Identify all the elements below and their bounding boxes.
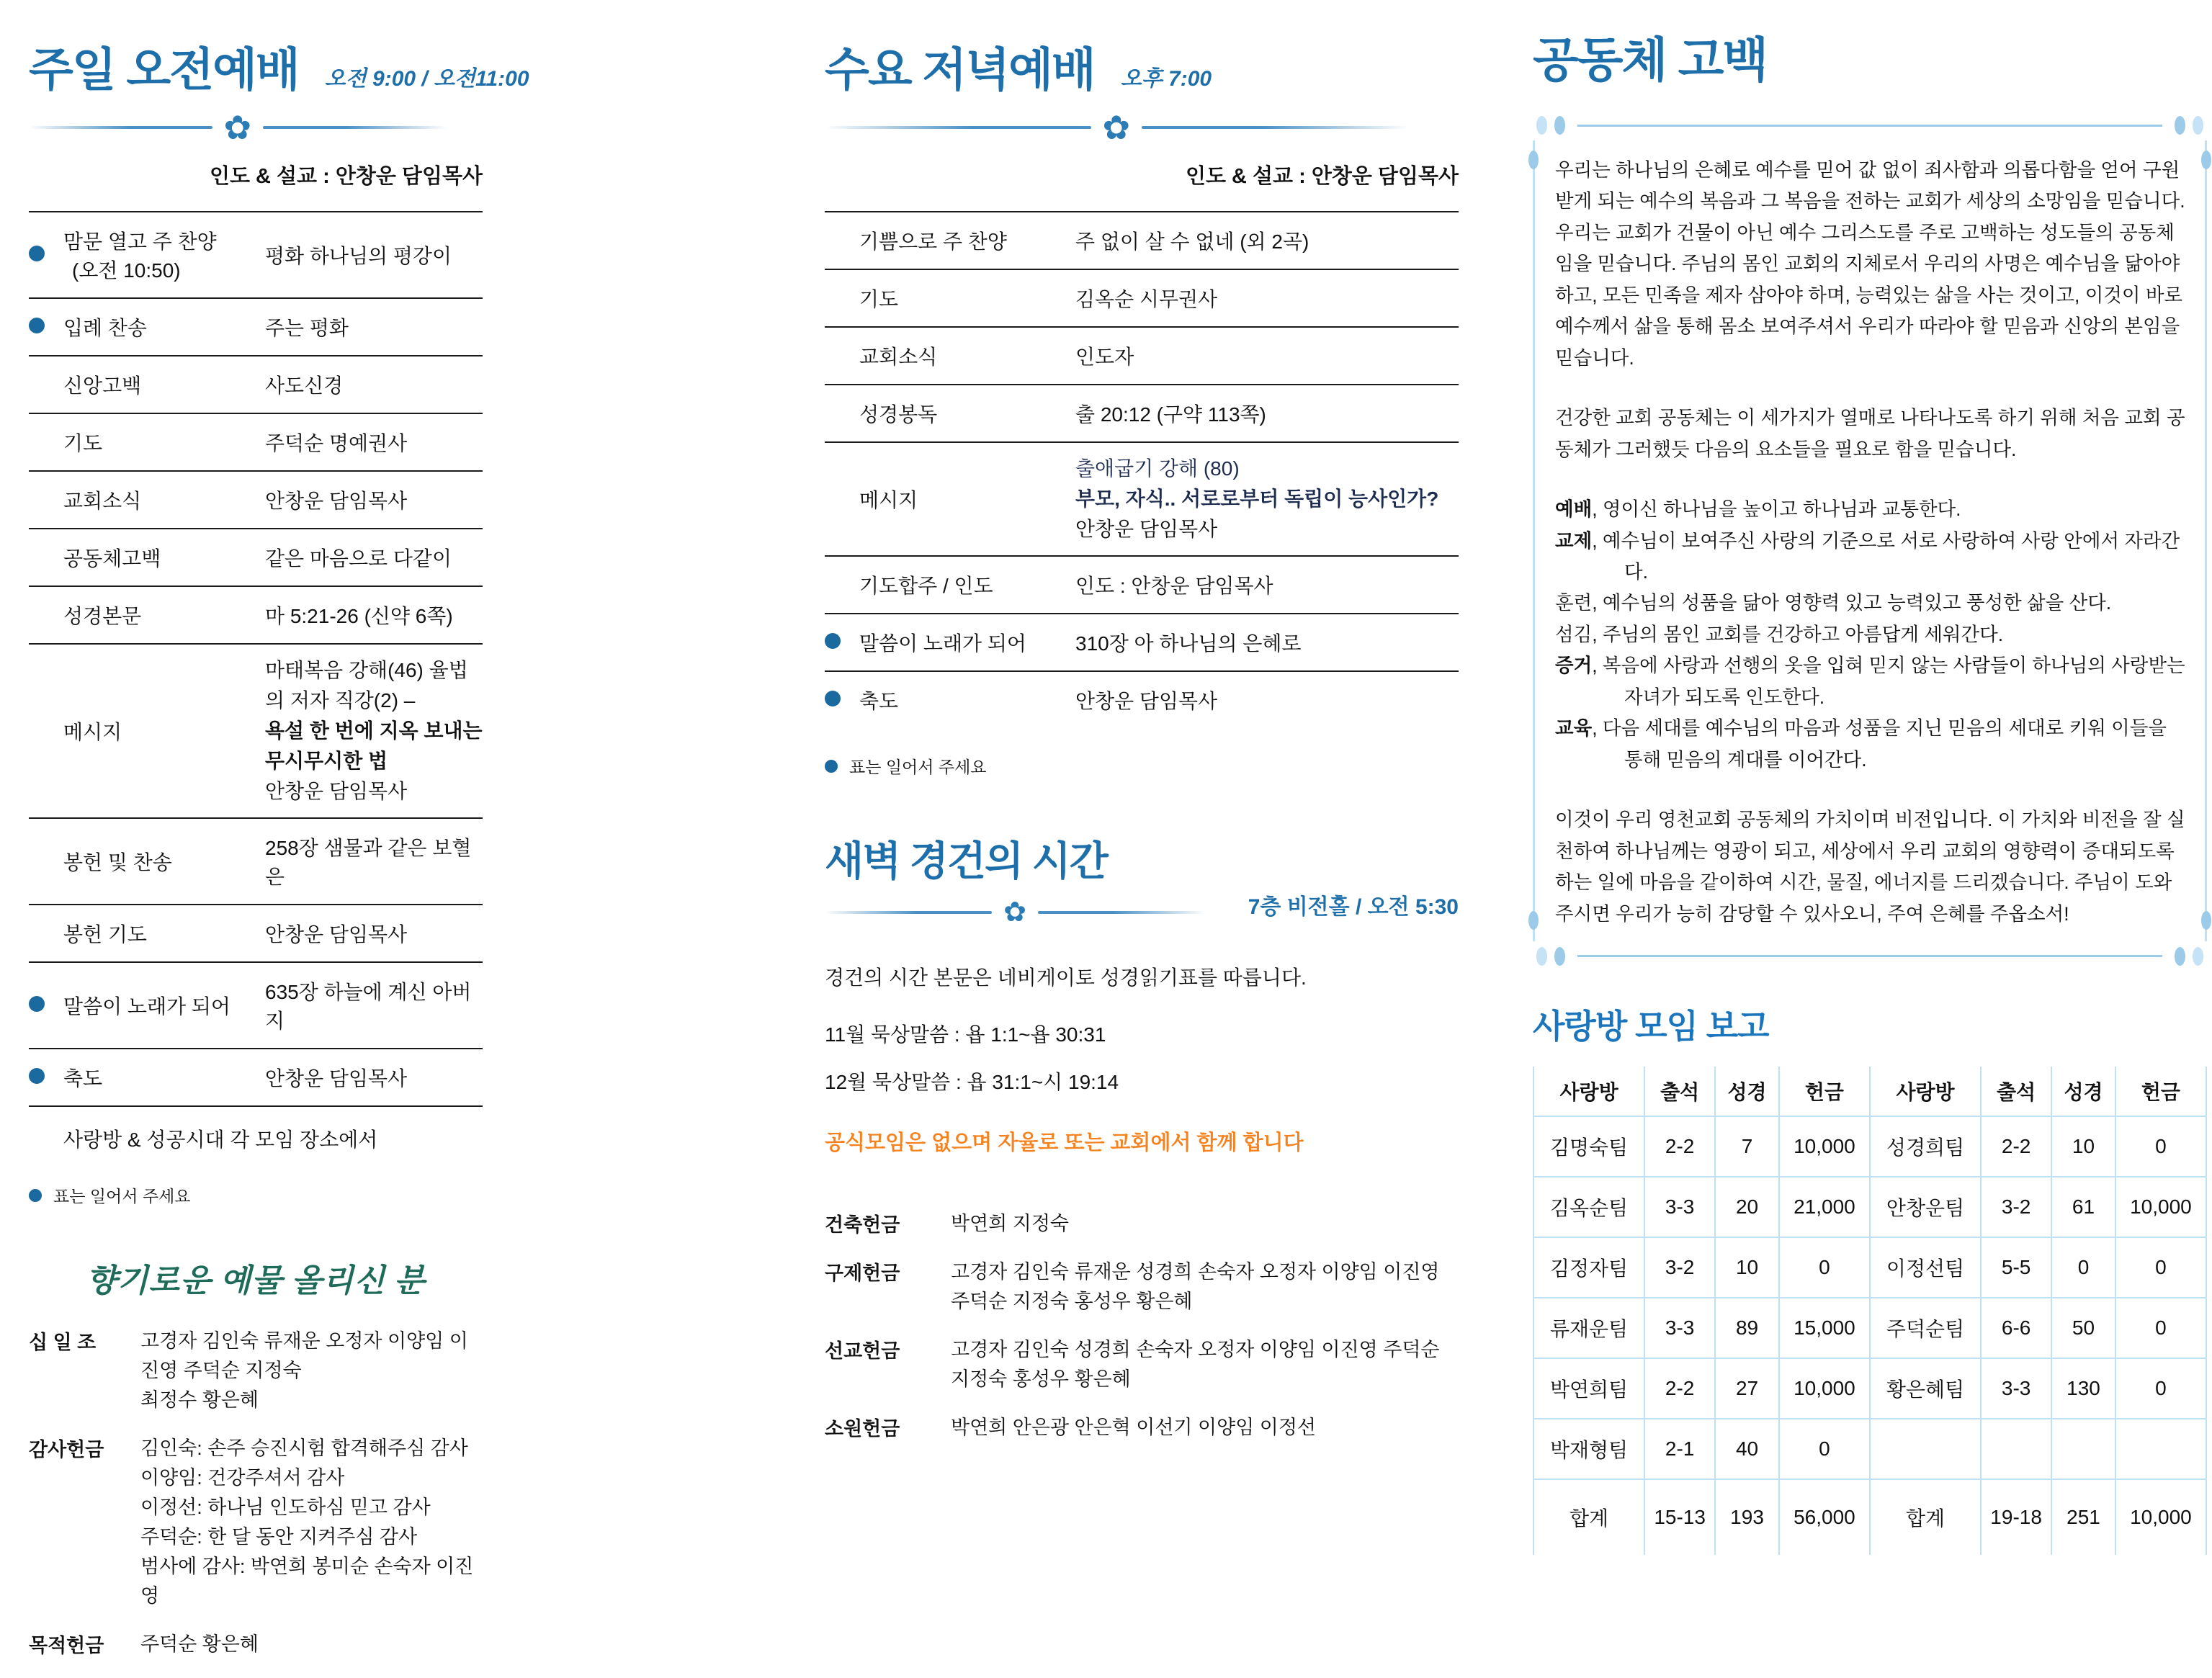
service-row: [29, 904, 483, 961]
service-row: [29, 961, 483, 1048]
service-row: [825, 384, 1459, 441]
offering-item: [825, 1413, 1459, 1443]
stand-bullet-cell: [29, 1068, 63, 1087]
offering-script-title: 향기로운 예물 올리신 분: [86, 1263, 426, 1298]
service-row: [825, 670, 1459, 728]
confession-paragraph-1: 우리는 하나님의 은혜로 예수를 믿어 값 없이 죄사함과 의롭다함을 얻어 구원받게 되는 예수의 복음과 그 복음을 전하는 교회가 세상의 소망임을 믿습니다. 우리는 교회가 건물이 아닌 예수 그리스도를 주로 고백하는 성도들의 공동체임을 믿습니다. 주님의 몸인 교회의 지체로서 우리의 사명은 예수님을 닮아야 하고, 모든 민족을 제자 삼아야 하며, 능력있는 삶을 사는 것이고, 이것이 바로 예수께서 삶을 통해 몸소 보여주셔서 우리가 따라야 할 믿음과 신앙의 본임을 믿습니다.: [1555, 159, 2185, 369]
report-total-cell: 10,000: [2115, 1479, 2206, 1555]
service-item-label: 메시지: [859, 489, 918, 511]
report-cell: 3-3: [1981, 1358, 2051, 1419]
report-cell: 0: [2051, 1237, 2115, 1298]
report-cell: 3-3: [1644, 1177, 1715, 1237]
wednesday-service-time: 오후 7:00: [1120, 67, 1212, 91]
service-item-label: 성경본문: [63, 605, 142, 627]
report-cell: 10: [1715, 1237, 1779, 1298]
report-row: [1533, 1116, 2206, 1177]
stand-bullet-cell: [29, 318, 63, 337]
service-item-label: 봉헌 기도: [63, 923, 147, 946]
service-note-row: [29, 1105, 483, 1157]
confession-value-lead: 훈련: [1555, 592, 1593, 614]
confession-value-text: , 예수님이 보여주신 사랑의 기준으로 서로 사랑하여 사랑 안에서 자라간다.: [1592, 529, 2180, 583]
service-item-value: 김옥순 시무권사: [1075, 288, 1218, 310]
dawn-november-reading: 11월 묵상말씀 : 욥 1:1~욥 30:31: [825, 1023, 1106, 1046]
offering-list: [29, 1327, 483, 1659]
sunday-service-time: 오전 9:00 / 오전11:00: [324, 67, 529, 91]
service-row: [29, 297, 483, 355]
report-cell: 7: [1715, 1116, 1779, 1177]
stand-dot-icon: [29, 318, 45, 333]
message-line: 출애굽기 강해 (80): [1075, 457, 1240, 480]
offering-names-line: 고경자 김인숙 류재운 오정자 이양임 이진영 주덕순 지정숙: [140, 1330, 468, 1382]
offering-names-line: 이정선: 하나님 인도하심 믿고 감사: [140, 1497, 431, 1519]
report-cell: [2115, 1419, 2206, 1479]
report-cell: 0: [2115, 1237, 2206, 1298]
service-item-value: 주는 평화: [265, 317, 349, 339]
offering-names-line: 이양임: 건강주셔서 감사: [140, 1467, 345, 1489]
service-item-label: 봉헌 및 찬송: [63, 851, 172, 874]
report-cell: 2-1: [1644, 1419, 1715, 1479]
flower-icon: ✿: [223, 109, 252, 146]
message-line: 마태복음 강해(46) 율법의 저자 직강(2) –: [265, 659, 468, 712]
offering-names-line: 박연희 지정숙: [951, 1213, 1069, 1234]
report-cell: [2051, 1419, 2115, 1479]
report-header-cell: 출석: [1644, 1067, 1715, 1116]
confession-value-lead: 예배: [1555, 498, 1593, 521]
quote-dot-icon: [1554, 116, 1565, 135]
confession-body: [1533, 140, 2207, 941]
service-item-label: 맘문 열고 주 찬양 (오전 10:50): [63, 226, 265, 284]
report-header-cell: 헌금: [2115, 1067, 2206, 1116]
service-row: [825, 613, 1459, 670]
sunday-service-title: 주일 오전예배: [29, 44, 299, 96]
report-cell: 10,000: [2115, 1177, 2206, 1237]
offering-label: 건축헌금: [825, 1214, 900, 1236]
dawn-devotion-title-block: [825, 830, 1205, 932]
service-item-label: 성경봉독: [859, 403, 938, 426]
stand-bullet-cell: [29, 996, 63, 1015]
report-cell: [1870, 1419, 1981, 1479]
service-item-label: 공동체고백: [63, 547, 161, 570]
confession-value-lead: 교제: [1555, 529, 1593, 552]
offering-names: [951, 1413, 1459, 1443]
dawn-december-reading: 12월 묵상말씀 : 욥 31:1~시 19:14: [825, 1071, 1119, 1093]
quote-dot-icon: [2201, 151, 2211, 169]
service-item-label: 교회소식: [63, 490, 142, 512]
service-item-label: 축도: [63, 1067, 103, 1090]
confession-value-lead: 섬김: [1555, 623, 1593, 645]
stand-dot-icon: [825, 760, 838, 773]
service-item-value: 주 없이 살 수 없네 (외 2곡): [1075, 230, 1309, 253]
report-table-head: [1533, 1067, 2206, 1116]
report-row: [1533, 1177, 2206, 1237]
report-total-cell: 193: [1715, 1479, 1779, 1555]
report-cell: 0: [2115, 1116, 2206, 1177]
service-item-label: 신앙고백: [63, 374, 142, 397]
report-header-cell: 성경: [1715, 1067, 1779, 1116]
stand-dot-icon: [29, 1068, 45, 1084]
stand-dot-icon: [825, 633, 841, 649]
quote-line: [1577, 955, 2162, 957]
confession-value-text: , 예수님의 성품을 닮아 영향력 있고 능력있고 풍성한 삶을 산다.: [1592, 592, 2112, 614]
confession-value-list: [1555, 494, 2186, 776]
stand-dot-icon: [29, 246, 45, 261]
stand-bullet-cell: [29, 246, 63, 265]
service-row: [825, 269, 1459, 326]
quote-line: [1577, 125, 2162, 127]
quote-dot-icon: [2175, 116, 2185, 135]
service-row: [29, 413, 483, 470]
service-item-value: 310장 아 하나님의 은혜로: [1075, 632, 1302, 655]
report-header-cell: 헌금: [1779, 1067, 1870, 1116]
confession-value-text: , 영이신 하나님을 높이고 하나님과 교통한다.: [1592, 498, 1961, 521]
report-cell: 이정선팀: [1870, 1237, 1981, 1298]
small-group-report-table: [1533, 1067, 2207, 1555]
report-cell: 15,000: [1779, 1298, 1870, 1358]
service-item-value: 같은 마음으로 다같이: [265, 547, 452, 570]
stand-bullet-cell: [825, 633, 859, 652]
confession-panel: [1533, 22, 2207, 1555]
report-cell: 박연희팀: [1533, 1358, 1644, 1419]
offering-item: [29, 1630, 483, 1659]
confession-value-text: , 다음 세대를 예수님의 마음과 성품을 지닌 믿음의 세대로 키워 이들을 통해 믿음의 계대를 이어간다.: [1592, 717, 2167, 771]
report-cell: 10,000: [1779, 1358, 1870, 1419]
flower-divider: [825, 111, 1408, 144]
quote-dot-icon: [2193, 947, 2203, 966]
confession-value-item: [1555, 619, 2186, 650]
service-note: 사랑방 & 성공시대 각 모임 장소에서: [29, 1105, 483, 1157]
report-cell: 3-2: [1644, 1237, 1715, 1298]
quote-dot-icon: [1536, 947, 1547, 966]
offering-names-line: 김인숙: 손주 승진시험 합격해주심 감사: [140, 1437, 468, 1460]
designated-offering-list: [825, 1209, 1459, 1443]
service-row: [825, 211, 1459, 269]
quote-dot-icon: [2201, 911, 2211, 930]
report-cell: 0: [1779, 1419, 1870, 1479]
report-cell: [1981, 1419, 2051, 1479]
stand-bullet-cell: [825, 691, 859, 710]
report-cell: 김옥순팀: [1533, 1177, 1644, 1237]
confession-value-lead: 증거: [1555, 655, 1593, 677]
offering-item: [29, 1434, 483, 1611]
offering-names-line: 고경자 김인숙 류재운 성경희 손숙자 오정자 이양임 이진영: [951, 1261, 1440, 1283]
wednesday-service-order: [825, 211, 1459, 728]
report-total-cell: 56,000: [1779, 1479, 1870, 1555]
service-item-value: [265, 655, 483, 807]
offering-label: 소원헌금: [825, 1418, 900, 1440]
report-cell: 20: [1715, 1177, 1779, 1237]
stand-legend: [29, 1183, 483, 1207]
report-cell: 5-5: [1981, 1237, 2051, 1298]
dawn-devotion-desc: 경건의 시간 본문은 네비게이토 성경읽기표를 따릅니다.: [825, 966, 1307, 989]
report-header-cell: 성경: [2051, 1067, 2115, 1116]
confession-value-item: [1555, 650, 2186, 713]
divider-line: [263, 126, 447, 129]
quote-dot-icon: [2193, 116, 2203, 135]
offering-names-line: 고경자 김인숙 성경희 손숙자 오정자 이양임 이진영 주덕순: [951, 1339, 1440, 1361]
report-row: [1533, 1358, 2206, 1419]
message-line: 욕설 한 번에 지옥 보내는 무시무시한 법: [265, 719, 483, 772]
report-cell: 3-3: [1644, 1298, 1715, 1358]
report-cell: 0: [2115, 1358, 2206, 1419]
service-row: [29, 1048, 483, 1105]
report-cell: 황은혜팀: [1870, 1358, 1981, 1419]
service-row: [29, 211, 483, 297]
offering-item: [825, 1257, 1459, 1316]
service-item-value: 인도자: [1075, 346, 1134, 368]
divider-line: [825, 911, 992, 914]
offering-names-line: 지정숙 홍성우 황은혜: [951, 1368, 1131, 1391]
divider-line: [825, 126, 1091, 129]
flower-divider: [29, 111, 447, 144]
report-total-cell: 15-13: [1644, 1479, 1715, 1555]
report-cell: 주덕순팀: [1870, 1298, 1981, 1358]
service-row: [29, 470, 483, 528]
flower-icon: ✿: [1102, 109, 1131, 146]
offering-names-line: 범사에 감사: 박연희 봉미순 손숙자 이진영: [140, 1556, 474, 1607]
message-line: 부모, 자식.. 서로로부터 독립이 능사인가?: [1075, 488, 1439, 510]
report-cell: 27: [1715, 1358, 1779, 1419]
offering-label: 선교헌금: [825, 1340, 900, 1363]
report-cell: 2-2: [1644, 1358, 1715, 1419]
offering-label: 십 일 조: [29, 1332, 97, 1353]
report-cell: 김명숙팀: [1533, 1116, 1644, 1177]
offering-names-line: 주덕순 지정숙 홍성우 황은혜: [951, 1291, 1193, 1313]
quote-dot-icon: [1554, 947, 1565, 966]
quote-rule-bottom: [1533, 947, 2207, 966]
stand-dot-icon: [29, 996, 45, 1012]
offering-label: 목적헌금: [29, 1635, 104, 1657]
confession-value-item: [1555, 713, 2186, 776]
dawn-devotion-title: 새벽 경건의 시간: [825, 838, 1107, 884]
report-cell: 성경희팀: [1870, 1116, 1981, 1177]
flower-divider: [825, 899, 1205, 926]
service-item-label: 축도: [859, 690, 899, 712]
wednesday-leader-line: 인도 & 설교 : 안창운 담임목사: [1185, 165, 1459, 188]
report-cell: 김정자팀: [1533, 1237, 1644, 1298]
offering-label: 감사헌금: [29, 1439, 104, 1461]
service-item-label: 기도: [63, 432, 103, 454]
stand-dot-icon: [29, 1189, 42, 1202]
report-cell: 6-6: [1981, 1298, 2051, 1358]
confession-value-lead: 교육: [1555, 717, 1593, 740]
service-item-value: 주덕순 명예권사: [265, 432, 408, 454]
offering-names: [140, 1630, 483, 1659]
report-cell: 류재운팀: [1533, 1298, 1644, 1358]
divider-line: [29, 126, 212, 129]
confession-title: 공동체 고백: [1533, 33, 1768, 86]
report-cell: 40: [1715, 1419, 1779, 1479]
sunday-service-panel: [29, 33, 529, 1678]
report-table-body: [1533, 1116, 2206, 1555]
confession-value-item: [1555, 588, 2186, 619]
dawn-devotion-header: [825, 830, 1459, 932]
divider-line: [1142, 126, 1408, 129]
report-cell: 3-2: [1981, 1177, 2051, 1237]
service-item-label: 입례 찬송: [63, 317, 147, 339]
wednesday-service-header: [825, 33, 1459, 99]
flower-icon: ✿: [1003, 897, 1026, 928]
service-item-label: 기쁨으로 주 찬양: [859, 230, 1007, 253]
report-total-cell: 19-18: [1981, 1479, 2051, 1555]
small-group-report: [1533, 1000, 2207, 1555]
offering-names-line: 최정수 황은혜: [140, 1389, 259, 1412]
quote-dot-icon: [2175, 947, 2185, 966]
report-cell: 50: [2051, 1298, 2115, 1358]
service-item-value: [1075, 454, 1459, 544]
offering-names: [951, 1335, 1459, 1394]
service-item-value: 안창운 담임목사: [1075, 690, 1218, 712]
offering-label: 구제헌금: [825, 1262, 900, 1285]
offering-names: [140, 1327, 483, 1415]
report-cell: 2-2: [1644, 1116, 1715, 1177]
service-item-label: 기도합주 / 인도: [859, 575, 993, 597]
report-total-cell: 합계: [1533, 1479, 1644, 1555]
confession-value-item: [1555, 494, 2186, 525]
report-cell: 안창운팀: [1870, 1177, 1981, 1237]
service-item-label: 교회소식: [859, 346, 938, 368]
service-row: [29, 355, 483, 413]
report-cell: 2-2: [1981, 1116, 2051, 1177]
offering-item: [29, 1327, 483, 1415]
report-header-cell: 사랑방: [1870, 1067, 1981, 1116]
offering-names-line: 박연희 안은광 안은혁 이선기 이양임 이정선: [951, 1417, 1316, 1439]
confession-value-text: , 복음에 사랑과 선행의 옷을 입혀 믿지 않는 사람들이 하나님의 사랑받는 자녀가 되도록 인도한다.: [1592, 655, 2185, 708]
offering-names: [140, 1434, 483, 1611]
report-header-row: [1533, 1067, 2206, 1116]
service-item-value: 평화 하나님의 평강이: [265, 245, 452, 267]
service-item-label: 메시지: [63, 721, 122, 743]
message-line: 안창운 담임목사: [1075, 518, 1218, 540]
service-row: [29, 643, 483, 817]
stand-legend-text: 표는 일어서 주세요: [53, 1187, 191, 1206]
report-cell: 21,000: [1779, 1177, 1870, 1237]
message-line: 안창운 담임목사: [265, 780, 408, 802]
quote-dot-icon: [1528, 151, 1539, 169]
sunday-leader-line: 인도 & 설교 : 안창운 담임목사: [209, 165, 483, 188]
dawn-devotion-body: [825, 962, 1459, 1156]
service-item-value: 258장 샘물과 같은 보혈은: [265, 837, 472, 888]
offering-names-line: 주덕순: 한 달 동안 지켜주심 감사: [140, 1526, 418, 1548]
service-item-value: 안창운 담임목사: [265, 923, 408, 946]
divider-line: [1038, 911, 1205, 914]
confession-paragraph-3: 이것이 우리 영천교회 공동체의 가치이며 비전입니다. 이 가치와 비전을 잘 실천하여 하나님께는 영광이 되고, 세상에서 우리 교회의 영향력이 증대되도록 하는 일에 마음을 같이하여 시간, 물질, 에너지를 드리겠습니다. 주님이 도와주시면 우리가 능히 감당할 수 있사오니, 주여 은혜를 주옵소서!: [1555, 809, 2185, 925]
offering-item: [825, 1209, 1459, 1239]
service-item-label: 말씀이 노래가 되어: [63, 995, 230, 1018]
report-cell: 89: [1715, 1298, 1779, 1358]
service-row: [29, 817, 483, 904]
stand-legend: [825, 754, 1459, 778]
report-cell: 0: [2115, 1298, 2206, 1358]
offering-item: [825, 1335, 1459, 1394]
quote-dot-icon: [1528, 911, 1539, 930]
dawn-notice: 공식모임은 없으며 자율로 또는 교회에서 함께 합니다: [825, 1131, 1304, 1154]
service-row: [825, 326, 1459, 384]
stand-legend-text: 표는 일어서 주세요: [849, 758, 987, 776]
report-cell: 10: [2051, 1116, 2115, 1177]
offering-names: [951, 1257, 1459, 1316]
small-group-report-title: 사랑방 모임 보고: [1533, 1007, 1769, 1045]
confession-value-item: [1555, 526, 2186, 588]
service-item-value: 인도 : 안창운 담임목사: [1075, 575, 1273, 597]
report-total-row: [1533, 1479, 2206, 1555]
quote-dot-icon: [1536, 116, 1547, 135]
service-item-value: 안창운 담임목사: [265, 490, 408, 512]
report-cell: 박재형팀: [1533, 1419, 1644, 1479]
wednesday-service-title: 수요 저녁예배: [825, 44, 1095, 96]
confession-value-text: , 주님의 몸인 교회를 건강하고 아름답게 세워간다.: [1592, 623, 2004, 645]
service-item-label: 말씀이 노래가 되어: [859, 632, 1026, 655]
offering-names: [951, 1209, 1459, 1239]
quote-rule-top: [1533, 116, 2207, 135]
sunday-service-order: [29, 211, 483, 1157]
service-item-sublabel: (오전 10:50): [72, 259, 181, 282]
service-row: [825, 441, 1459, 555]
report-cell: 61: [2051, 1177, 2115, 1237]
offering-names-line: 주덕순 황은혜: [140, 1633, 259, 1656]
wednesday-service-panel: [825, 33, 1459, 1461]
report-row: [1533, 1298, 2206, 1358]
report-total-cell: 251: [2051, 1479, 2115, 1555]
report-total-cell: 합계: [1870, 1479, 1981, 1555]
report-cell: 0: [1779, 1237, 1870, 1298]
service-row: [29, 528, 483, 585]
sunday-service-header: [29, 33, 529, 99]
report-cell: 130: [2051, 1358, 2115, 1419]
service-item-value: 635장 하늘에 계신 아버지: [265, 981, 472, 1032]
service-item-value: 출 20:12 (구약 113쪽): [1075, 403, 1266, 426]
stand-dot-icon: [825, 691, 841, 706]
service-item-value: 마 5:21-26 (신약 6쪽): [265, 605, 453, 627]
report-header-cell: 출석: [1981, 1067, 2051, 1116]
service-row: [825, 555, 1459, 613]
report-row: [1533, 1419, 2206, 1479]
confession-paragraph-2: 건강한 교회 공동체는 이 세가지가 열매로 나타나도록 하기 위해 처음 교회 공동체가 그러했듯 다음의 요소들을 필요로 함을 믿습니다.: [1555, 407, 2185, 460]
report-row: [1533, 1237, 2206, 1298]
service-item-value: 안창운 담임목사: [265, 1067, 408, 1090]
report-header-cell: 사랑방: [1533, 1067, 1644, 1116]
service-item-label: 기도: [859, 288, 899, 310]
report-cell: 10,000: [1779, 1116, 1870, 1177]
service-item-value: 사도신경: [265, 374, 344, 397]
dawn-devotion-place-time: 7층 비전홀 / 오전 5:30: [1248, 895, 1459, 919]
service-row: [29, 585, 483, 643]
